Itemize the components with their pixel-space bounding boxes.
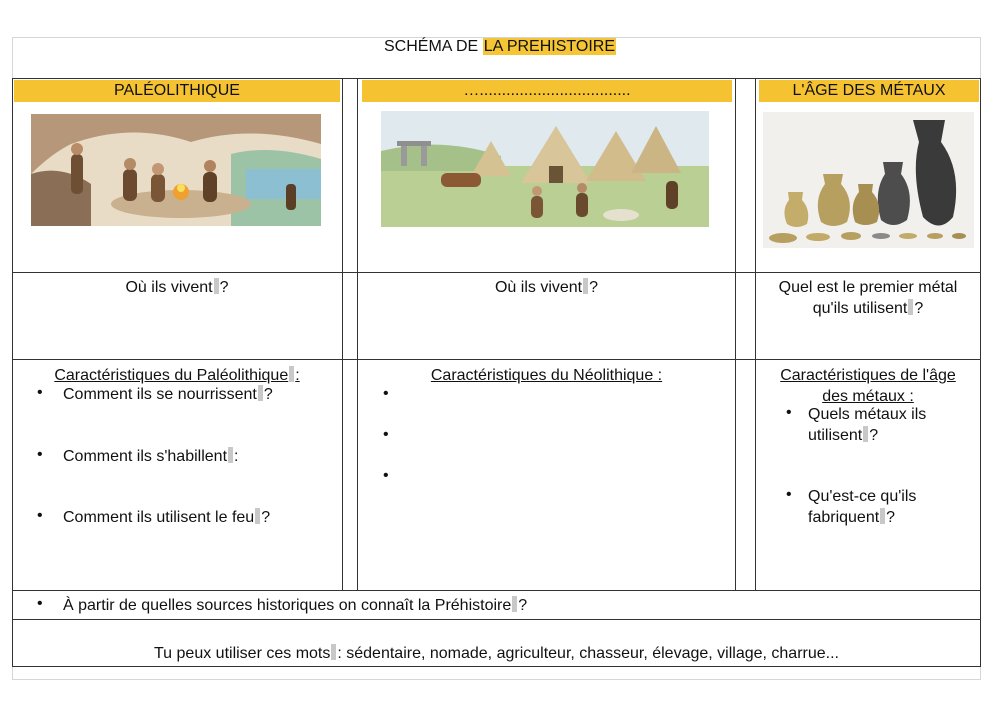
column-divider-1b [357, 78, 358, 591]
paleo-item-clothing: Comment ils s'habillent : [63, 448, 239, 465]
title-highlight: LA PREHISTOIRE [483, 38, 615, 55]
question-neo-habitat: Où ils vivent ? [494, 279, 599, 296]
bullet-dot: • [37, 446, 43, 463]
bullet-dot: • [37, 595, 43, 612]
answer-gap[interactable] [331, 644, 336, 660]
neo-bullet-2: • [383, 426, 389, 443]
column-divider-2a [735, 78, 736, 591]
neo-bullet-1: • [383, 385, 389, 402]
metaux-item-what-made: Qu'est-ce qu'ils fabriquent ? [808, 488, 917, 526]
paleo-item-food: Comment ils se nourrissent ? [63, 386, 273, 403]
section-title-neo: Caractéristiques du Néolithique : [430, 367, 663, 384]
bullet-dot: • [786, 486, 792, 503]
word-bank: Tu peux utiliser ces mots : sédentaire, nomade, agriculteur, chasseur, élevage, village, charrue... [154, 645, 839, 662]
row-divider-4 [12, 619, 981, 620]
answer-gap[interactable] [289, 366, 294, 382]
metal-vessels-image [763, 112, 974, 248]
page-title: SCHÉMA DE LA PREHISTOIRE [383, 38, 615, 55]
metaux-item-which-metals: Quels métaux ils utilisent ? [808, 406, 927, 444]
question-first-metal: Quel est le premier métal qu'ils utilisent ? [778, 279, 958, 317]
table-left-border [12, 78, 13, 667]
sources-question: À partir de quelles sources historiques on connaît la Préhistoire ? [63, 597, 528, 614]
row-divider-1 [12, 272, 981, 273]
bullet-dot: • [37, 507, 43, 524]
paleo-item-fire: Comment ils utilisent le feu ? [63, 509, 271, 526]
answer-gap[interactable] [512, 596, 517, 612]
answer-gap[interactable] [863, 426, 868, 442]
bullet-dot: • [786, 404, 792, 421]
row-divider-2 [12, 359, 981, 360]
answer-gap[interactable] [258, 385, 263, 401]
answer-gap[interactable] [880, 508, 885, 524]
row-divider-3 [12, 590, 981, 591]
table-right-border [980, 78, 981, 667]
answer-gap[interactable] [228, 447, 233, 463]
answer-gap[interactable] [583, 278, 588, 294]
village-scene-image [381, 111, 709, 227]
section-title-paleo: Caractéristiques du Paléolithique : [54, 367, 300, 384]
header-paleolithique: PALÉOLITHIQUE [14, 80, 340, 102]
neo-bullet-3: • [383, 467, 389, 484]
header-neolithique-blank: ….................................. [362, 80, 732, 102]
answer-gap[interactable] [255, 508, 260, 524]
answer-gap[interactable] [908, 299, 913, 315]
table-top-border [12, 78, 981, 79]
table-bottom-border [12, 666, 981, 667]
cave-scene-image [31, 114, 321, 226]
question-paleo-habitat: Où ils vivent ? [125, 279, 229, 296]
answer-gap[interactable] [214, 278, 219, 294]
column-divider-2b [755, 78, 756, 591]
header-age-des-metaux: L'ÂGE DES MÉTAUX [759, 80, 979, 102]
column-divider-1a [342, 78, 343, 591]
section-title-metaux: Caractéristiques de l'âge des métaux : [780, 367, 956, 405]
bullet-dot: • [37, 384, 43, 401]
